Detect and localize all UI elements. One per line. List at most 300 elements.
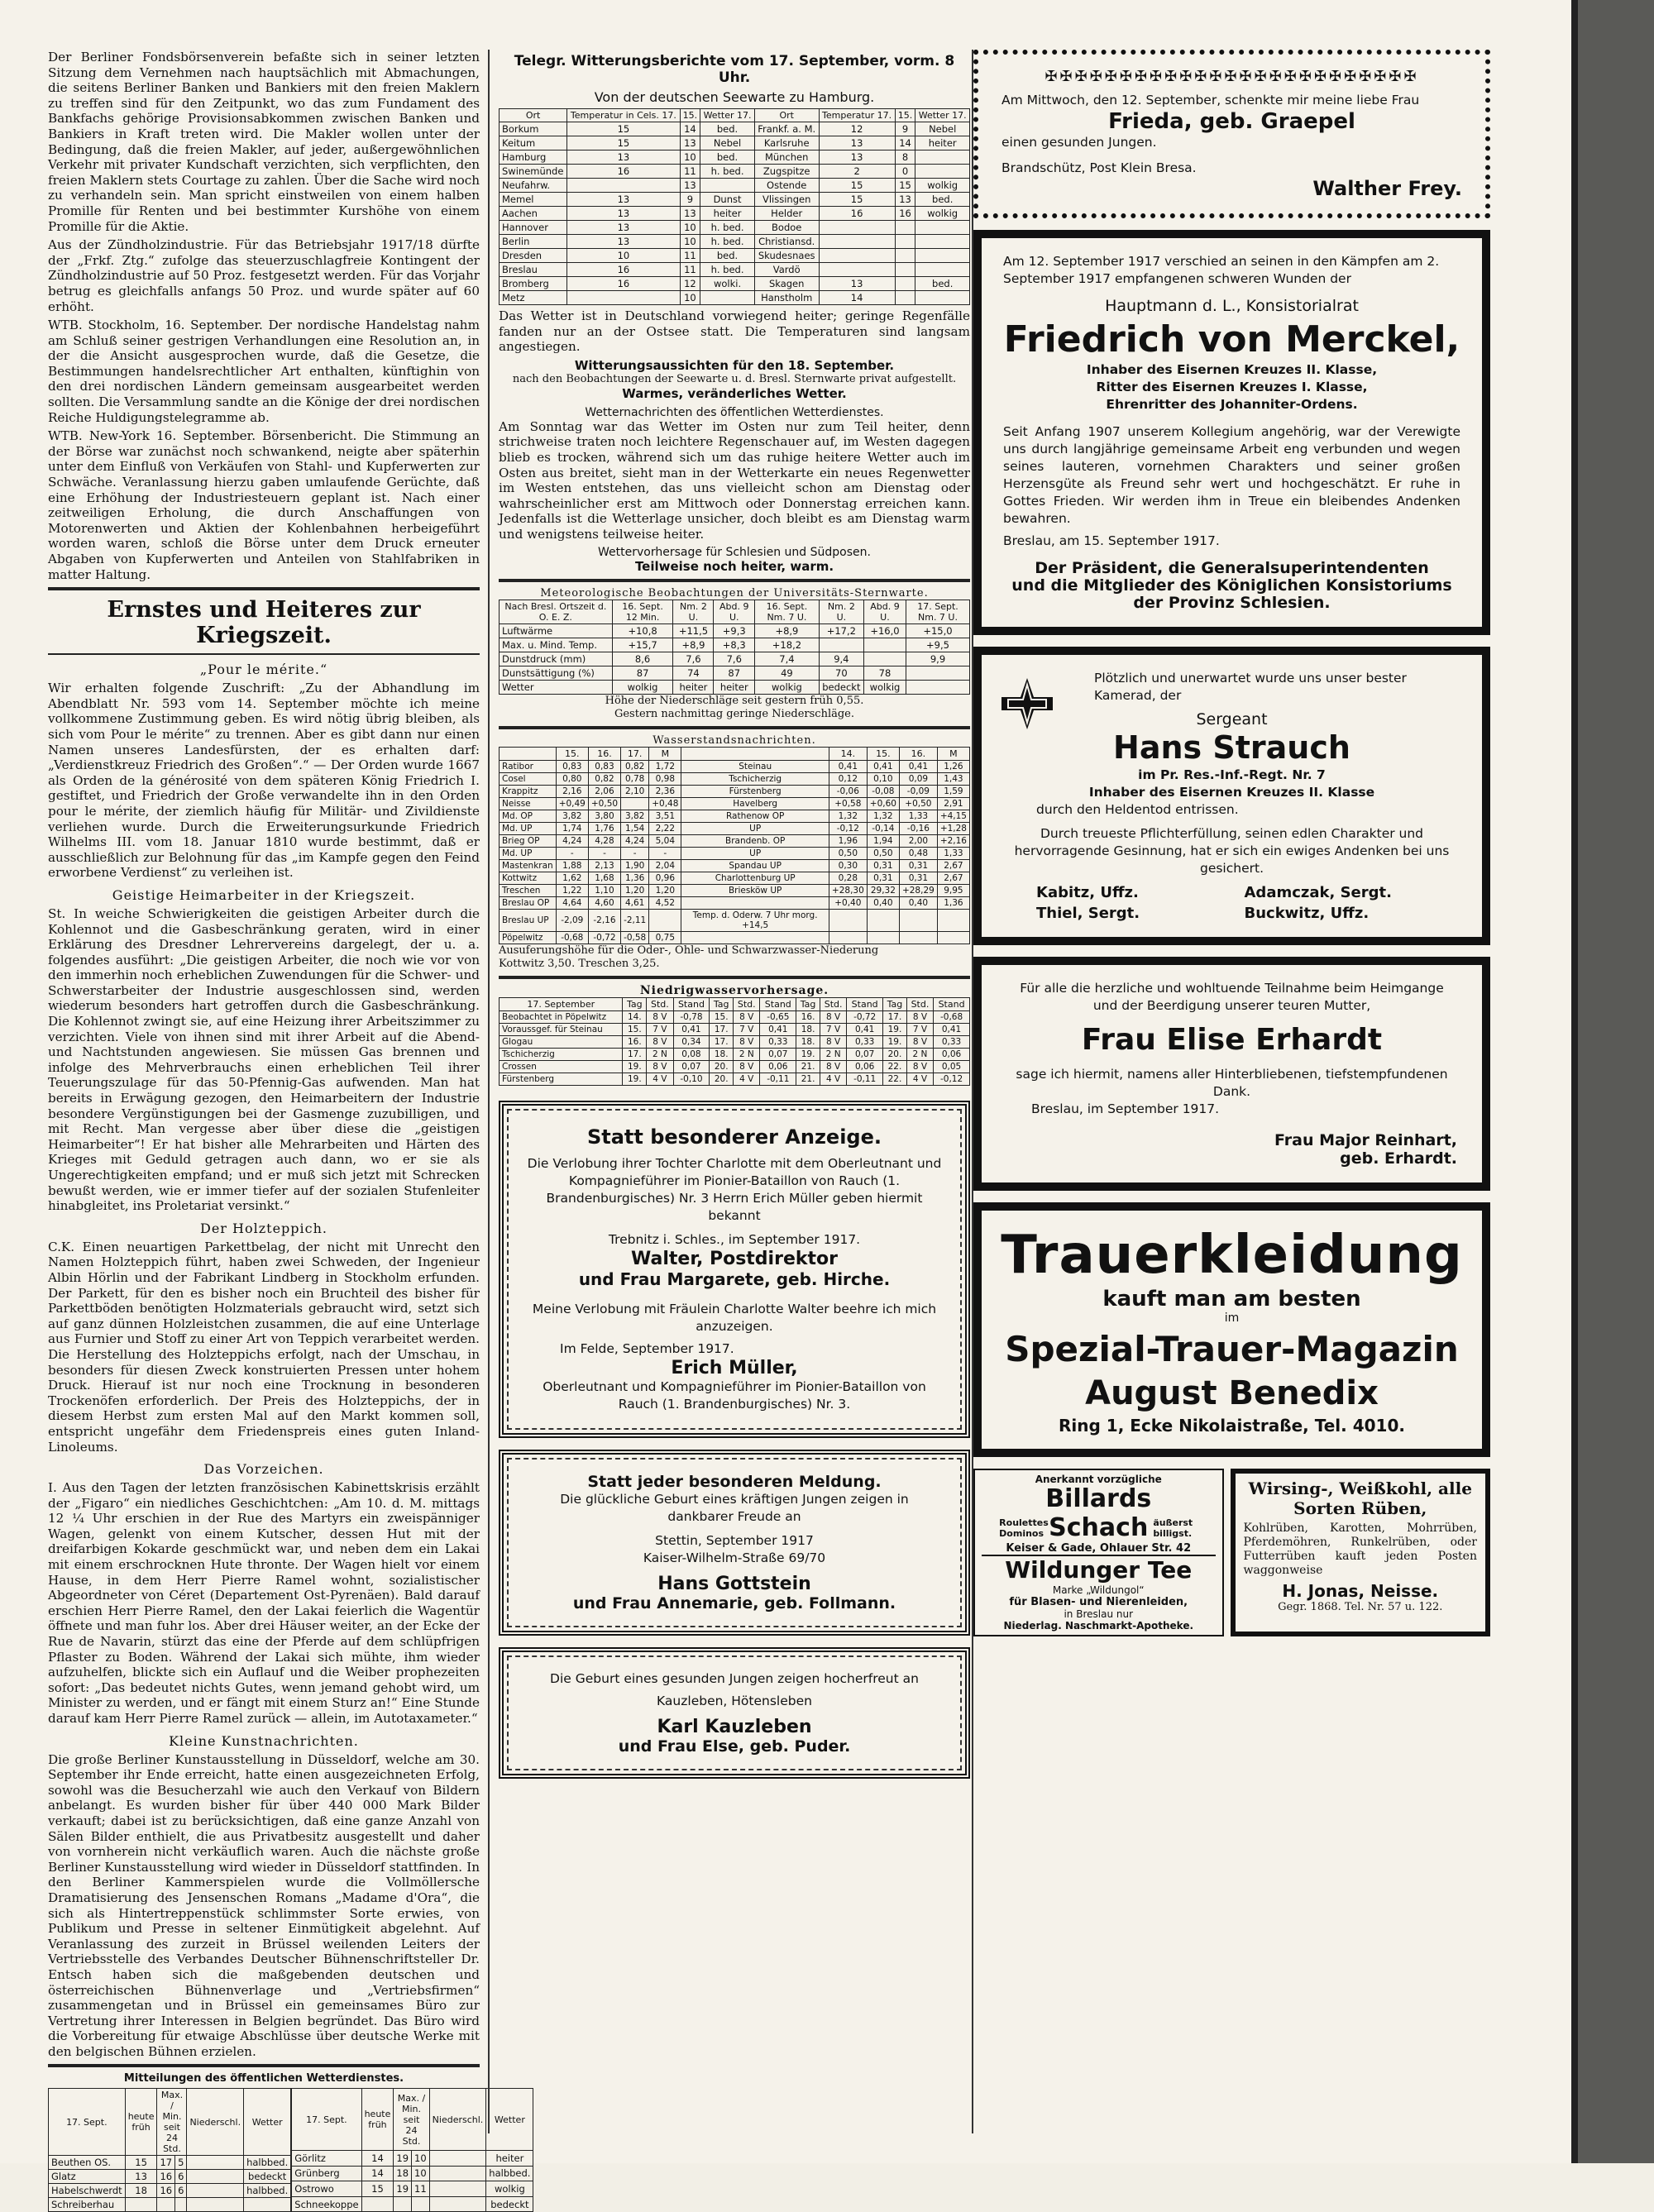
table-cell: 4,24 [556, 834, 588, 847]
ad-place: Im Felde, September 1917. [560, 1340, 734, 1356]
table-cell: 4,60 [588, 896, 620, 909]
table-cell: -0,11 [847, 1073, 883, 1085]
table-cell: 15 [125, 2156, 157, 2170]
table-header: 17. Sept. Nm. 7 U. [906, 600, 969, 623]
table-cell: Schreiberhau [49, 2198, 126, 2212]
table-cell: bed. [700, 122, 755, 136]
article-zuendholz: Aus der Zündholzindustrie. Für das Betriebsjahr 1917/18 dürfte der „Frkf. Ztg.“ zufolge das steuerzuschlagfreie Kontingent der Zündholzindustrie auf 50 Proz. festgesetzt werden. Für das Vorjahr betrug es gleichfalls anfangs 50 Proz. und wurde später auf 60 erhöht. [48, 237, 480, 314]
table-header: Stand [934, 997, 970, 1010]
table-header: Wetter 17. [700, 109, 755, 122]
table-cell: bedeckt [244, 2170, 291, 2184]
table-header: Nach Bresl. Ortszeit d. O. E. Z. [500, 600, 613, 623]
table-cell: 1,94 [867, 834, 899, 847]
table-cell: 7,6 [673, 652, 714, 666]
table-cell [175, 2198, 187, 2212]
table-cell: 0,06 [934, 1048, 970, 1060]
table-header: Tag [623, 997, 647, 1010]
table-cell [700, 179, 755, 193]
table-cell [361, 2196, 394, 2212]
table-cell: 19. [883, 1023, 907, 1035]
table-cell [863, 638, 906, 652]
table-cell: -0,12 [934, 1073, 970, 1085]
table-cell: 0,12 [829, 772, 867, 785]
ad-signature: und die Mitglieder des Königlichen Konsistoriums [1011, 576, 1452, 595]
table-cell: Md. UP [500, 822, 557, 834]
table-header: 17. Sept. [292, 2089, 361, 2151]
ad-text: Am Mittwoch, den 12. September, schenkte mir meine liebe Frau [1001, 93, 1420, 107]
table-cell: 16 [157, 2184, 175, 2198]
table-cell: 0,82 [588, 772, 620, 785]
ad-text: Die Geburt eines gesunden Jungen zeigen hocherfreut an [550, 1670, 919, 1686]
table-row [500, 1048, 970, 1060]
table-row [500, 847, 970, 859]
table-cell: 10 [412, 2150, 430, 2166]
ad-name: Frieda, geb. Graepel [1108, 109, 1355, 134]
table-cell: Briesköw UP [681, 884, 829, 896]
table-header: 15. [895, 109, 915, 122]
table-cell: 19. [623, 1073, 647, 1085]
table-header: Stand [673, 997, 710, 1010]
ad-trauerkleidung [973, 1202, 1490, 1457]
table-cell: 19 [394, 2150, 412, 2166]
table-cell: 0,50 [829, 847, 867, 859]
table-cell: 0,41 [829, 760, 867, 772]
table-cell: Rathenow OP [681, 810, 829, 822]
table-cell: 21. [796, 1060, 820, 1073]
table-cell: 8 [895, 150, 915, 165]
table-header: Ort [754, 109, 819, 122]
table-cell: Pöpelwitz [500, 931, 557, 944]
table-body [500, 760, 970, 944]
table-cell: 0,83 [556, 760, 588, 772]
divider [499, 976, 970, 979]
table-cell [429, 2166, 486, 2181]
table-cell: 0 [895, 165, 915, 179]
table-cell: Max. u. Mind. Temp. [500, 638, 613, 652]
table-cell [567, 179, 680, 193]
table-cell: 10 [412, 2166, 430, 2181]
table-row [500, 122, 970, 136]
table-cell: Neisse [500, 797, 557, 810]
table-row [500, 277, 970, 291]
table-cell: - [588, 847, 620, 859]
table-cell: +11,5 [673, 623, 714, 638]
table-row [500, 909, 970, 931]
ad-title: Statt besonderer Anzeige. [586, 1125, 882, 1149]
table-cell: 1,59 [937, 785, 969, 797]
outlook-forecast: Warmes, veränderliches Wetter. [622, 385, 847, 401]
table-cell: h. bed. [700, 221, 755, 235]
table-cell [906, 666, 969, 680]
table-cell: UP [681, 822, 829, 834]
table-cell: 0,50 [867, 847, 899, 859]
wetternachrichten-title: Wetternachrichten des öffentlichen Wetterdienstes. [585, 405, 884, 419]
table-cell: 3,82 [621, 810, 649, 822]
table-cell: wolkig [755, 680, 820, 694]
table-cell: 74 [673, 666, 714, 680]
table-cell: 2,22 [649, 822, 681, 834]
table-cell: 78 [863, 666, 906, 680]
table-header: Max. / Min. seit 24 Std. [157, 2089, 187, 2156]
table-cell: 3,82 [556, 810, 588, 822]
ad-name: Frau Elise Erhardt [1081, 1023, 1383, 1057]
table-cell: 0,31 [867, 872, 899, 884]
ad-signatures [1003, 884, 1460, 922]
table-cell: 5 [175, 2156, 187, 2170]
table-cell: - [621, 847, 649, 859]
table-cell: Görlitz [292, 2150, 361, 2166]
table-cell: 14 [895, 136, 915, 150]
table-cell: 1,54 [621, 822, 649, 834]
table-cell: Kottwitz [500, 872, 557, 884]
ad-line [982, 1513, 1216, 1542]
table-row [500, 207, 970, 221]
ad-billards [973, 1469, 1224, 1636]
water-note-2: Kottwitz 3,50. Treschen 3,25. [499, 957, 660, 970]
table-row [500, 235, 970, 249]
table-cell: -0,14 [867, 822, 899, 834]
table-cell: h. bed. [700, 235, 755, 249]
table-cell: +0,48 [649, 797, 681, 810]
table-cell: +0,50 [899, 797, 937, 810]
table-cell: -0,12 [829, 822, 867, 834]
ad-name: Erich Müller, [671, 1357, 798, 1378]
ad-name: und Frau Else, geb. Puder. [618, 1737, 851, 1756]
table-row [500, 179, 970, 193]
table-cell: 19. [883, 1035, 907, 1048]
table-cell [567, 291, 680, 305]
article-geist: St. In weiche Schwierigkeiten die geistigen Arbeiter durch die Kohlennot und die Gasbeschränkung geraten, wird in einer Erklärung des Dresdner Lehrervereins dargelegt, der u. a. folgendes ausführt: „Die geistigen Arbeiter, die noch wie vor von den immerhin noch erheblichen Zuwendungen für die Schwer- und Schwerstarbeiter der Industrie ausgeschlossen sind, werden wiederum besonders hart getroffen durch die Gasbeschränkung. Die Kohlennot zwingt sie, auf eine Heizung ihrer Arbeitszimmer zu verzichten. Viele von ihnen sind mit ihrer Arbeit auf die Abend- und Nachtstunden angewiesen. Sie müssen Gas brennen und infolge des Mehrverbrauchs einen erheblichen Teil ihrer Teuerungszulage für das 50-Pfennig-Gas aufwenden. Man hat bereits in Erwägung gezogen, den Heimarbeitern der Industrie besondere Vergünstigungen bei der Gasmenge zuzubilligen, und mit Recht. Man vergesse aber über diese die „geistigen Heimarbeiter“! Er hat bisher alle Mehrarbeiten und Härten des Krieges mit Geduld getragen auch dann, wo er sie als Ungerechtigkeiten empfand; und er muß sich jetzt mit Schrecken bewußt werden, wie er immer tiefer auf der sozialen Stufenleiter hinabgleitet, ins Proletariat versinkt.“ [48, 905, 480, 1214]
table-cell [429, 2181, 486, 2197]
table-cell: 1,10 [588, 884, 620, 896]
table-header: 15. [867, 747, 899, 760]
table-cell: +0,60 [867, 797, 899, 810]
table-cell: 1,74 [556, 822, 588, 834]
table-header: Tag [796, 997, 820, 1010]
table-cell: 19 [394, 2181, 412, 2197]
table-cell: -0,11 [760, 1073, 796, 1085]
table-cell: 9,9 [906, 652, 969, 666]
table-cell [895, 291, 915, 305]
table-cell: 7,6 [714, 652, 755, 666]
table-cell: Dunst [700, 193, 755, 207]
table-cell: 9 [680, 193, 700, 207]
ad-signature: Buckwitz, Uffz. [1244, 905, 1370, 922]
table-cell: 10 [680, 235, 700, 249]
table-cell: +0,49 [556, 797, 588, 810]
ad-text: Durch treueste Pflichterfüllung, seinen edlen Charakter und hervorragende Gesinnung, hat er sich ein ewiges Andenken bei uns gesichert. [1014, 826, 1450, 876]
ad-text: Oberleutnant und Kompagnieführer im Pionier-Bataillon von Rauch (1. Brandenburgisches) Nr. 3. [543, 1378, 926, 1412]
table-cell: 0,82 [621, 760, 649, 772]
table-cell [937, 931, 969, 944]
table-cell: 2,13 [588, 859, 620, 872]
table-cell: 11 [680, 249, 700, 263]
ad-shop: Spezial-Trauer-Magazin [1005, 1329, 1459, 1369]
table-cell: 13 [680, 179, 700, 193]
table-cell: 0,05 [934, 1060, 970, 1073]
table-cell: 1,62 [556, 872, 588, 884]
table-cell: 0,07 [760, 1048, 796, 1060]
ad-text: durch den Heldentod entrissen. [1036, 802, 1239, 817]
table-cell: 1,33 [899, 810, 937, 822]
table-row [500, 896, 970, 909]
article-holz: C.K. Einen neuartigen Parkettbelag, der nicht mit Unrecht den Namen Holzteppich führt, haben zwei Schweden, der Ingenieur Albin Hörlin und der Fabrikant Lindberg in Stockholm erfunden. Der Parkett, für den es bisher noch ein Bruchteil des bisher für Parkettböden benötigten Holzmaterials gebraucht wird, setzt sich auf ganz dünnen Holzleistchen zusammen, die auf eine Unterlage aus Furnier und Stoff zu einer Art von Teppich verarbeitet werden. Die Herstellung des Holzteppichs erfolgt, nach der Umschau, in besonders für diesen Zweck konstruierten Pressen unter hohem Druck. Hierauf ist nur noch eine Trocknung in besonderen Trockenöfen erforderlich. Der Preis des Holzteppichs, der in diesem Herbst zum ersten Mal auf den Markt kommen soll, entspricht ungefähr dem Friedenspreis eines guten Inland-Linoleums. [48, 1239, 480, 1455]
table-cell: 16 [567, 277, 680, 291]
ad-text: Meine Verlobung mit Fräulein Charlotte Walter beehre ich mich anzuzeigen. [532, 1301, 937, 1334]
table-cell: 7 V [647, 1023, 673, 1035]
table-cell: Fürstenberg [681, 785, 829, 797]
ad-place: Stettin, September 1917 [655, 1532, 814, 1548]
table-cell: Christiansd. [754, 235, 819, 249]
table-cell: 18. [710, 1048, 734, 1060]
table-cell: +15,0 [906, 623, 969, 638]
table-cell: heiter [673, 680, 714, 694]
ad-text: Die Verlobung ihrer Tochter Charlotte mit dem Oberleutnant und Kompagnieführer im Pionier-Bataillon von Rauch (1. Brandenburgisches) Nr. 3 Herrn Erich Müller geben hiermit bekannt [527, 1155, 942, 1223]
table-cell: -0,68 [556, 931, 588, 944]
table-cell: Beobachtet in Pöpelwitz [500, 1010, 623, 1023]
table-row [500, 291, 970, 305]
table-cell: +0,58 [829, 797, 867, 810]
table-cell: +4,15 [937, 810, 969, 822]
ad-product: Wildunger Tee [982, 1555, 1216, 1584]
column-middle [499, 50, 970, 1790]
table-body [500, 623, 970, 694]
table-cell: 0,40 [867, 896, 899, 909]
table-cell: Fürstenberg [500, 1073, 623, 1085]
ad-address: Ring 1, Ecke Nikolaistraße, Tel. 4010. [1059, 1416, 1405, 1436]
weather-service-title: Mitteilungen des öffentlichen Wetterdienstes. [123, 2072, 404, 2085]
ad-name: August Benedix [1085, 1374, 1379, 1412]
table-cell: 14. [623, 1010, 647, 1023]
table-cell [429, 2196, 486, 2212]
table-cell: Wetter [500, 680, 613, 694]
table-cell: 17. [623, 1048, 647, 1060]
table-cell: 4 V [820, 1073, 846, 1085]
table-cell: 22. [883, 1073, 907, 1085]
table-header: 14. [829, 747, 867, 760]
table-cell [829, 931, 867, 944]
table-cell: +18,2 [755, 638, 820, 652]
table-cell: -0,16 [899, 822, 937, 834]
table-cell: 0,96 [649, 872, 681, 884]
table-cell [895, 263, 915, 277]
table-cell: - [649, 847, 681, 859]
table-cell: 19. [623, 1060, 647, 1073]
table-cell: -2,11 [621, 909, 649, 931]
table-header: 16. Sept. Nm. 7 U. [755, 600, 820, 623]
ad-place: Breslau, im September 1917. [1031, 1101, 1220, 1116]
ad-text: für Blasen- und Nierenleiden, [1009, 1596, 1188, 1608]
table-cell: 0,31 [899, 872, 937, 884]
ad-title: Statt jeder besonderen Meldung. [587, 1472, 882, 1491]
table-cell: 1,76 [588, 822, 620, 834]
table-cell: wolkig [915, 179, 970, 193]
table-cell: 11 [412, 2181, 430, 2197]
table-cell [867, 909, 899, 931]
article-title-geist: Geistige Heimarbeiter in der Kriegszeit. [112, 886, 416, 903]
table-cell: halbbed. [244, 2184, 291, 2198]
table-row [500, 872, 970, 884]
table-cell [915, 165, 970, 179]
table-cell: 15 [819, 193, 895, 207]
table-cell: 2,91 [937, 797, 969, 810]
table-header: Std. [734, 997, 760, 1010]
table-header: Tag [710, 997, 734, 1010]
table-header: 16. Sept. 12 Min. [612, 600, 673, 623]
table-cell: 10 [680, 150, 700, 165]
table-cell: 1,88 [556, 859, 588, 872]
table-cell: 16. [796, 1010, 820, 1023]
table-cell: 29,32 [867, 884, 899, 896]
ad-signature: der Provinz Schlesien. [1133, 594, 1331, 612]
table-cell [187, 2198, 244, 2212]
table-header: 17. Sept. [49, 2089, 126, 2156]
table-cell: halbbed. [244, 2156, 291, 2170]
table-cell [915, 249, 970, 263]
table-cell: 2,10 [621, 785, 649, 797]
table-cell: halbbed. [486, 2166, 533, 2181]
table-cell: Md. OP [500, 810, 557, 822]
table-cell: 4,64 [556, 896, 588, 909]
table-cell: 19. [796, 1048, 820, 1060]
table-cell: 15 [361, 2181, 394, 2197]
ad-place: Kauzleben, Hötensleben [657, 1693, 812, 1708]
table-cell: 2 N [906, 1048, 933, 1060]
table-cell: 8 V [906, 1035, 933, 1048]
table-cell: 17. [883, 1010, 907, 1023]
table-cell: Havelberg [681, 797, 829, 810]
ad-place: Trebnitz i. Schles., im September 1917. [608, 1231, 861, 1247]
table-cell: 14 [680, 122, 700, 136]
met-table [499, 600, 970, 695]
table-cell [906, 680, 969, 694]
table-cell: 4,28 [588, 834, 620, 847]
table-cell: -0,06 [829, 785, 867, 797]
table-cell: Ostrowo [292, 2181, 361, 2197]
table-cell [412, 2196, 430, 2212]
table-cell: +0,40 [829, 896, 867, 909]
ad-signature: Der Präsident, die Generalsuperintendenten [1035, 559, 1429, 577]
table-cell [937, 909, 969, 931]
table-header: Stand [847, 997, 883, 1010]
table-header: Std. [647, 997, 673, 1010]
ad-text: Kohlrüben, Karotten, Mohrrüben, Pferdemöhren, Runkelrüben, oder Futterrüben kauft jeden Posten waggonweise [1243, 1522, 1477, 1577]
table-cell: Vardö [754, 263, 819, 277]
weather-service-table-right [291, 2088, 533, 2212]
table-cell: +2,16 [937, 834, 969, 847]
ad-text: äußerst billigst. [1153, 1517, 1193, 1539]
article-newyork: WTB. New-York 16. September. Börsenbericht. Die Stimmung an der Börse war zunächst noch schwankend, neigte aber späterhin unter dem Einfluß von Verkäufen von Stahl- und Kupferwerten zur Schwäche. Veranlassung hierzu gaben umlaufende Gerüchte, daß eine Erhöhung der Industriesteuern geplant ist. Nach einer zeitweiligen Erholung, die durch Anschaffungen von Motorenwerten und Aktien der Kohlenbahnen herbeigeführt worden waren, schloß die Börse unter dem Druck erneuter Abgaben von Kupferwerten und Anteilen von Stahlfabriken in matter Haltung. [48, 428, 480, 582]
table-cell: 13 [819, 136, 895, 150]
table-cell: 70 [819, 666, 863, 680]
table-row [500, 1073, 970, 1085]
ornament-border: ✠✠✠✠✠✠✠✠✠✠✠✠✠✠✠✠✠✠✠✠✠✠✠✠✠ [1045, 68, 1419, 85]
ad-name: H. Jonas, Neisse. [1282, 1581, 1439, 1601]
table-cell: Borkum [500, 122, 567, 136]
table-cell: 0,41 [867, 760, 899, 772]
table-cell: 17 [157, 2156, 175, 2170]
table-cell: bedeckt [486, 2196, 533, 2212]
table-cell: Breslau [500, 263, 567, 277]
table-header: Std. [906, 997, 933, 1010]
table-cell: 13 [567, 235, 680, 249]
ad-place: Breslau, am 15. September 1917. [1003, 533, 1220, 548]
table-cell: Zugspitze [754, 165, 819, 179]
table-cell: -0,72 [847, 1010, 883, 1023]
table-cell [867, 931, 899, 944]
table-cell: 0,78 [621, 772, 649, 785]
weather-note: Das Wetter ist in Deutschland vorwiegend heiter; geringe Regenfälle fanden nur an der Ostsee statt. Die Temperaturen sind langsam angestiegen. [499, 308, 970, 355]
table-cell: 3,51 [649, 810, 681, 822]
table-cell: 22. [883, 1060, 907, 1073]
table-cell: 17. [710, 1035, 734, 1048]
ad-product: Schach [1049, 1513, 1149, 1542]
table-cell [863, 652, 906, 666]
table-cell: Bodoe [754, 221, 819, 235]
table-cell: 1,32 [867, 810, 899, 822]
table-header: 16. [899, 747, 937, 760]
met-note-2: Gestern nachmittag geringe Niederschläge. [614, 707, 855, 720]
table-cell: 8 V [734, 1060, 760, 1073]
table-cell: 0,06 [760, 1060, 796, 1073]
ad-text: im [1224, 1311, 1240, 1325]
table-cell: Skagen [754, 277, 819, 291]
table-cell: 8 V [820, 1010, 846, 1023]
table-cell: -0,10 [673, 1073, 710, 1085]
table-cell: 16 [895, 207, 915, 221]
table-row [500, 834, 970, 847]
table-cell: -0,08 [867, 785, 899, 797]
table-cell [187, 2156, 244, 2170]
table-cell: bed. [700, 150, 755, 165]
table-row [500, 221, 970, 235]
ad-signature: Walther Frey. [1312, 177, 1462, 200]
table-cell: 18. [796, 1023, 820, 1035]
table-cell: heiter [486, 2150, 533, 2166]
table-cell: Neufahrw. [500, 179, 567, 193]
nw-title: Niedrigwasservorhersage. [639, 983, 829, 997]
table-cell: Tschicherzig [500, 1048, 623, 1060]
table-cell: bed. [700, 249, 755, 263]
table-row [292, 2196, 533, 2212]
table-cell: 0,30 [829, 859, 867, 872]
table-row [500, 772, 970, 785]
table-cell: Brieg OP [500, 834, 557, 847]
table-cell: Voraussgef. für Steinau [500, 1023, 623, 1035]
table-cell: 7 V [734, 1023, 760, 1035]
table-cell: Swinemünde [500, 165, 567, 179]
table-cell: 0,33 [847, 1035, 883, 1048]
article-kunst: Die große Berliner Kunstausstellung in Düsseldorf, welche am 30. September ihr Ende erreicht, hatte einen ausgezeichneten Erfolg, sowohl was die Besucherzahl wie auch den Verkauf von Bildern anbelangt. Es wurden bisher für über 440 000 Mark Bilder verkauft; dabei ist zu berücksichtigen, daß eine ganze Anzahl von Sälen Bilder enthielt, die aus Privatbesitz ausgestellt und daher von vornherein nicht verkäuflich waren. Auch die nächste große Berliner Kunstausstellung wird wieder in Düsseldorf stattfinden. In den Berliner Kammerspielen wurde die Vollmöllersche Dramatisierung des Jensenschen Romans „Madame d'Ora“, die sich als Hintertreppenstück schlimmster Sorte erwies, von Publikum und Presse in seltener Einmütigkeit abgelehnt. Auf Veranlassung des zurzeit in Brüssel weilenden Leiters der Vertriebsstelle des Verbandes Deutscher Bühnenschriftsteller Dr. Entsch haben sich die maßgebenden deutschen und österreichischen Bühnenverlage und „Vertriebsfirmen“ zusammengetan und in Brüssel ein gemeinsames Büro zur Vertretung ihrer Interessen in Belgien begründet. Das Büro wird die Vorbereitung für etwaige Abschlüsse über deutsche Werke mit den belgischen Bühnen erzielen. [48, 1751, 480, 2059]
table-cell [187, 2170, 244, 2184]
ad-signature: Adamczak, Sergt. [1244, 884, 1392, 901]
table-cell: 0,33 [934, 1035, 970, 1048]
ad-geburt-kauzleben [499, 1647, 970, 1779]
table-cell: bedeckt [819, 680, 863, 694]
binding-crease [1571, 0, 1578, 2163]
table-cell: Skudesnaes [754, 249, 819, 263]
ad-text: Am 12. September 1917 verschied an seinen in den Kämpfen am 2. September 1917 empfangenen schweren Wunden der [1003, 254, 1440, 286]
ad-verlobung [499, 1101, 970, 1438]
ad-geburt-gottstein [499, 1450, 970, 1636]
table-cell [915, 263, 970, 277]
table-cell: 4 V [734, 1073, 760, 1085]
table-cell: 7,4 [755, 652, 820, 666]
table-cell: 21. [796, 1073, 820, 1085]
table-cell: -2,16 [588, 909, 620, 931]
table-body [500, 122, 970, 305]
table-row [500, 884, 970, 896]
